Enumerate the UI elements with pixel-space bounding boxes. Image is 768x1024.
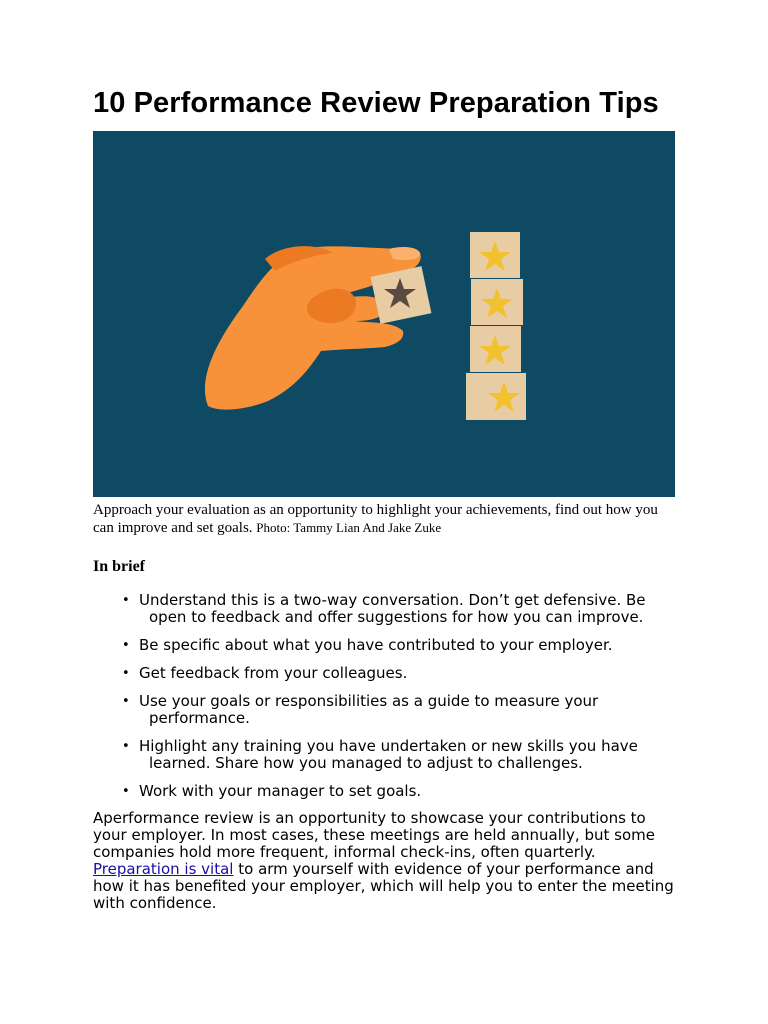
bullet-icon: •: [122, 784, 130, 799]
list-item: • Understand this is a two-way conversation. Don’t get defensive. Be open to feedback and offer suggestions for how you can improve.: [122, 591, 646, 626]
in-brief-heading: In brief: [93, 558, 145, 575]
photo-credit: Photo: Tammy Lian And Jake Zuke: [256, 520, 442, 535]
body-paragraph: Aperformance review is an opportunity to showcase your contributions to your employer. In most cases, these meetings are held annually, but some companies hold more frequent, informal check-ins, often quarterly. Preparation is vital to arm yourself with evidence of your performance and how it has benefited your employer, which will help you to enter the meeting with confidence.: [93, 809, 674, 912]
bullet-icon: •: [122, 739, 130, 754]
star-block-stack: [466, 232, 526, 420]
caption-text: Approach your evaluation as an opportunity to highlight your achievements, find out how you can improve and set goals.: [93, 502, 658, 536]
preparation-link[interactable]: Preparation is vital: [93, 860, 234, 878]
list-item: • Get feedback from your colleagues.: [122, 664, 408, 682]
list-item: • Work with your manager to set goals.: [122, 782, 422, 800]
list-item: • Be specific about what you have contributed to your employer.: [122, 636, 613, 654]
hand-shape: [205, 246, 421, 409]
image-caption: [93, 501, 665, 537]
bullet-icon: •: [122, 666, 130, 681]
in-brief-list: [93, 592, 675, 800]
hero-image: [93, 131, 675, 497]
bullet-icon: •: [122, 638, 130, 653]
article-title: 10 Performance Review Preparation Tips: [93, 87, 659, 119]
bullet-icon: •: [122, 694, 130, 709]
hand-placing-star-block-illustration: [93, 131, 675, 497]
list-item: • Use your goals or responsibilities as a guide to measure your performance.: [122, 692, 599, 727]
list-item: • Highlight any training you have undertaken or new skills you have learned. Share how you managed to adjust to challenges.: [122, 737, 638, 772]
bullet-icon: •: [122, 593, 130, 608]
article: [93, 86, 675, 927]
